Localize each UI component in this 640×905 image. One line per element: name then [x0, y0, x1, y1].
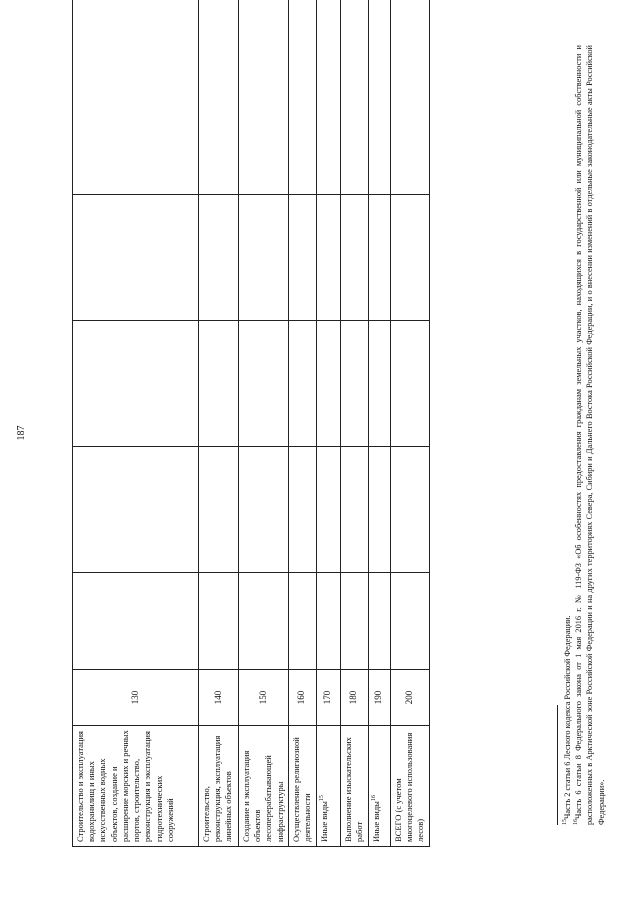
footnote-ref: 15 [319, 795, 326, 802]
row-name: Создание и эксплуатация объектов лесоперерабатывающей инфраструктуры [241, 750, 285, 842]
forest-use-table [72, 0, 430, 847]
row-code: 190 [368, 670, 390, 726]
footnote-ref: 16 [371, 795, 378, 802]
empty-value-cell [368, 321, 390, 447]
row-name: Осуществление религиозной деятельности [290, 737, 313, 842]
table-row [73, 0, 199, 847]
row-name-cell [73, 726, 199, 847]
empty-value-cell [73, 0, 199, 195]
empty-value-cell [390, 447, 429, 573]
row-name-cell [390, 726, 429, 847]
empty-value-cell [199, 321, 239, 447]
empty-value-cell [288, 195, 316, 321]
row-name: ВСЕГО (с учетом многоцелевого использования лесов) [392, 732, 426, 842]
empty-value-cell [73, 195, 199, 321]
row-name: Строительство, реконструкция, эксплуатация линейных объектов [201, 735, 234, 842]
footnote-mark: 16 [573, 819, 580, 825]
row-name: Иные виды [318, 801, 329, 842]
empty-value-cell [288, 573, 316, 670]
table-row [340, 0, 368, 847]
row-code: 140 [199, 670, 239, 726]
empty-value-cell [316, 573, 340, 670]
empty-value-cell [368, 0, 390, 195]
row-name-cell [288, 726, 316, 847]
empty-value-cell [199, 573, 239, 670]
footnote-separator [557, 705, 558, 825]
empty-value-cell [73, 321, 199, 447]
empty-value-cell [199, 447, 239, 573]
row-name-cell [239, 726, 289, 847]
empty-value-cell [316, 195, 340, 321]
footnote-text: Часть 6 статьи 8 Федерального закона от 1 мая 2016 г. № 119-ФЗ «Об особенностях предоставления гражданам земельных участков, находящихся в государственной или муниципальной собственности и расположенных в Арктической зоне Российской Федерации и на других территориях Севера, Сибири и Дальнего Востока Российской Федерации, и о внесении изменений в отдельные законодательные акты Российской Федерации». [574, 45, 606, 825]
table-row [199, 0, 239, 847]
footnote-mark: 15 [562, 819, 569, 825]
empty-value-cell [340, 573, 368, 670]
empty-value-cell [239, 195, 289, 321]
empty-value-cell [239, 447, 289, 573]
empty-value-cell [199, 195, 239, 321]
row-name: Строительство и эксплуатация водохранилищ и иных искусственных водных объектов, создание и расширение морских и речных портов, строительство, реконструкция и эксплуатация гидротехнических сооружений [75, 730, 175, 842]
empty-value-cell [340, 447, 368, 573]
table-row [316, 0, 340, 847]
row-code: 170 [316, 670, 340, 726]
footnote-text: Часть 2 статьи 6 Лесного кодекса Российской Федерации. [563, 615, 572, 819]
empty-value-cell [390, 321, 429, 447]
row-name: Выполнение изыскательских работ [342, 737, 365, 842]
table-row [390, 0, 429, 847]
empty-value-cell [73, 573, 199, 670]
row-code: 180 [340, 670, 368, 726]
empty-value-cell [390, 0, 429, 195]
empty-value-cell [316, 447, 340, 573]
empty-value-cell [340, 195, 368, 321]
empty-value-cell [73, 447, 199, 573]
empty-value-cell [199, 0, 239, 195]
row-name: Иные виды [370, 801, 381, 842]
table-row [288, 0, 316, 847]
row-code: 200 [390, 670, 429, 726]
empty-value-cell [239, 0, 289, 195]
empty-value-cell [368, 573, 390, 670]
empty-value-cell [288, 447, 316, 573]
row-code: 150 [239, 670, 289, 726]
empty-value-cell [288, 321, 316, 447]
empty-value-cell [288, 0, 316, 195]
empty-value-cell [340, 321, 368, 447]
row-name-cell [199, 726, 239, 847]
footnotes [562, 45, 607, 825]
empty-value-cell [239, 321, 289, 447]
empty-value-cell [316, 321, 340, 447]
row-name-cell [340, 726, 368, 847]
empty-value-cell [239, 573, 289, 670]
empty-value-cell [390, 195, 429, 321]
empty-value-cell [368, 195, 390, 321]
empty-value-cell [316, 0, 340, 195]
footnote [573, 45, 607, 825]
row-name-cell [368, 726, 390, 847]
row-name-cell [316, 726, 340, 847]
table-row [368, 0, 390, 847]
empty-value-cell [390, 573, 429, 670]
empty-value-cell [340, 0, 368, 195]
table-row [239, 0, 289, 847]
footnote [562, 45, 573, 825]
empty-value-cell [368, 447, 390, 573]
page-number: 187 [16, 425, 27, 441]
row-code: 160 [288, 670, 316, 726]
row-code: 130 [73, 670, 199, 726]
